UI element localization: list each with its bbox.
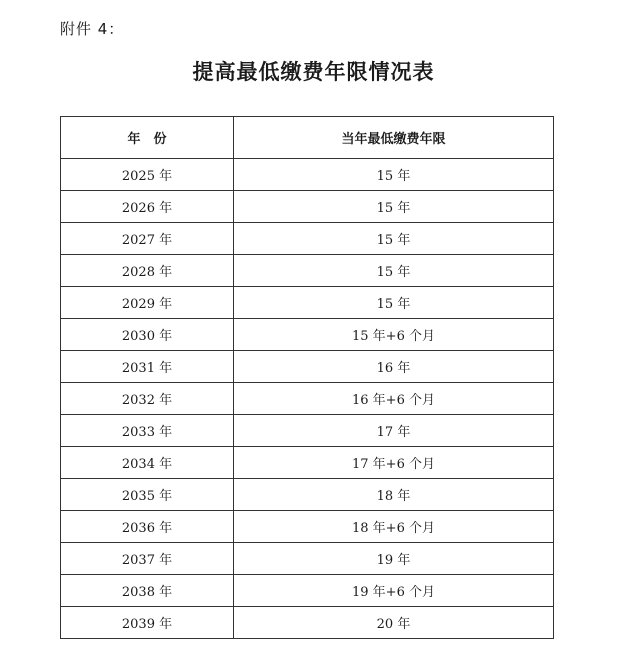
min-years-cell: 15 年 [234, 255, 554, 287]
year-cell: 2033 年 [61, 415, 234, 447]
table-body [61, 159, 554, 639]
table-row [61, 575, 554, 607]
table-row [61, 287, 554, 319]
min-years-cell: 16 年 [234, 351, 554, 383]
year-cell: 2037 年 [61, 543, 234, 575]
min-years-cell: 17 年+6 个月 [234, 447, 554, 479]
year-cell: 2039 年 [61, 607, 234, 639]
min-years-cell: 19 年+6 个月 [234, 575, 554, 607]
table-row [61, 159, 554, 191]
table-header-row [61, 117, 554, 159]
min-years-cell: 16 年+6 个月 [234, 383, 554, 415]
attachment-label: 附件 4： [60, 20, 125, 38]
year-cell: 2035 年 [61, 479, 234, 511]
year-cell: 2028 年 [61, 255, 234, 287]
year-cell: 2036 年 [61, 511, 234, 543]
min-years-cell: 15 年 [234, 223, 554, 255]
year-cell: 2038 年 [61, 575, 234, 607]
year-cell: 2027 年 [61, 223, 234, 255]
year-cell: 2032 年 [61, 383, 234, 415]
min-years-cell: 18 年 [234, 479, 554, 511]
year-cell: 2029 年 [61, 287, 234, 319]
table-row [61, 223, 554, 255]
header-year: 年 份 [61, 117, 234, 159]
table-row [61, 191, 554, 223]
table-row [61, 511, 554, 543]
table-row [61, 255, 554, 287]
table-row [61, 479, 554, 511]
year-cell: 2030 年 [61, 319, 234, 351]
min-years-cell: 20 年 [234, 607, 554, 639]
year-cell: 2034 年 [61, 447, 234, 479]
table-row [61, 447, 554, 479]
page-title: 提高最低缴费年限情况表 [192, 60, 435, 84]
table-row [61, 607, 554, 639]
min-years-cell: 18 年+6 个月 [234, 511, 554, 543]
year-cell: 2031 年 [61, 351, 234, 383]
min-years-cell: 15 年 [234, 159, 554, 191]
table-row [61, 543, 554, 575]
min-years-cell: 15 年 [234, 191, 554, 223]
table-row [61, 351, 554, 383]
table-row [61, 319, 554, 351]
year-cell: 2025 年 [61, 159, 234, 191]
table-row [61, 383, 554, 415]
header-min-years: 当年最低缴费年限 [234, 117, 554, 159]
min-contribution-table [60, 116, 554, 639]
min-years-cell: 17 年 [234, 415, 554, 447]
min-years-cell: 15 年 [234, 287, 554, 319]
year-cell: 2026 年 [61, 191, 234, 223]
table-row [61, 415, 554, 447]
min-years-cell: 15 年+6 个月 [234, 319, 554, 351]
min-years-cell: 19 年 [234, 543, 554, 575]
